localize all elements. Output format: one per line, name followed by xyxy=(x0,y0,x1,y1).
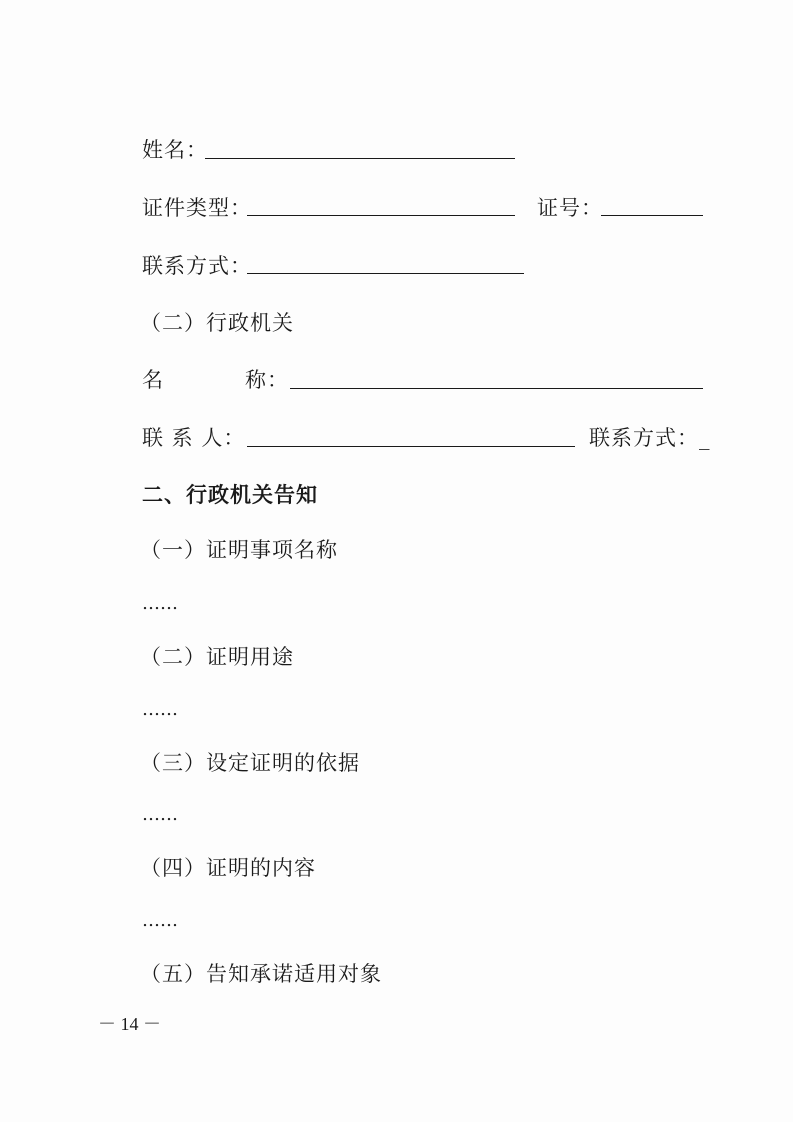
applicant-id-type-label: 证件类型： xyxy=(142,196,252,220)
applicant-id-number-row xyxy=(537,194,603,222)
authority-name-label-left: 名 xyxy=(142,368,164,392)
authority-name-blank[interactable] xyxy=(290,388,703,389)
notice-item-1-body xyxy=(142,590,178,618)
notice-item-2-title-text: （二）证明用途 xyxy=(140,645,294,669)
notice-item-1-title-text: （一）证明事项名称 xyxy=(140,538,338,562)
authority-contact-method-row xyxy=(589,424,711,452)
notice-heading xyxy=(142,481,318,509)
applicant-id-number-label: 证号： xyxy=(537,196,603,220)
applicant-id-type-blank[interactable] xyxy=(247,215,515,216)
authority-name-label-right: 称： xyxy=(245,368,289,392)
authority-contact-row xyxy=(142,424,245,452)
notice-item-4-title-text: （四）证明的内容 xyxy=(140,856,316,880)
applicant-contact-row xyxy=(142,252,252,280)
notice-item-3-title xyxy=(140,749,360,777)
authority-name-row xyxy=(142,366,164,394)
notice-item-3-ellipsis: …… xyxy=(142,804,178,825)
notice-item-3-body xyxy=(142,801,178,829)
authority-contact-person-blank[interactable] xyxy=(247,446,575,447)
authority-name-row-right xyxy=(245,366,289,394)
notice-item-4-title xyxy=(140,854,316,882)
notice-item-5-title xyxy=(140,960,382,988)
applicant-contact-label: 联系方式： xyxy=(142,254,252,278)
applicant-name-blank[interactable] xyxy=(205,158,515,159)
authority-section-title xyxy=(140,309,294,337)
notice-item-1-ellipsis: …… xyxy=(142,593,178,614)
notice-item-3-title-text: （三）设定证明的依据 xyxy=(140,751,360,775)
page-number: － 14 － xyxy=(98,1014,161,1034)
applicant-id-number-blank[interactable] xyxy=(601,215,703,216)
notice-item-2-title xyxy=(140,643,294,671)
authority-contact-person-label: 联 系 人： xyxy=(142,426,246,450)
notice-item-5-title-text: （五）告知承诺适用对象 xyxy=(140,962,382,986)
notice-item-4-ellipsis: …… xyxy=(142,910,178,931)
applicant-name-row xyxy=(142,136,208,164)
notice-item-2-ellipsis: …… xyxy=(142,699,178,720)
notice-heading-text: 二、行政机关告知 xyxy=(142,483,318,507)
notice-item-2-body xyxy=(142,696,178,724)
authority-contact-method-label: 联系方式：_ xyxy=(589,426,711,450)
notice-item-4-body xyxy=(142,907,178,935)
authority-section-title-text: （二）行政机关 xyxy=(140,311,294,335)
notice-item-1-title xyxy=(140,536,338,564)
applicant-name-label: 姓名： xyxy=(142,138,208,162)
applicant-id-row xyxy=(142,194,252,222)
applicant-contact-blank[interactable] xyxy=(247,273,524,274)
